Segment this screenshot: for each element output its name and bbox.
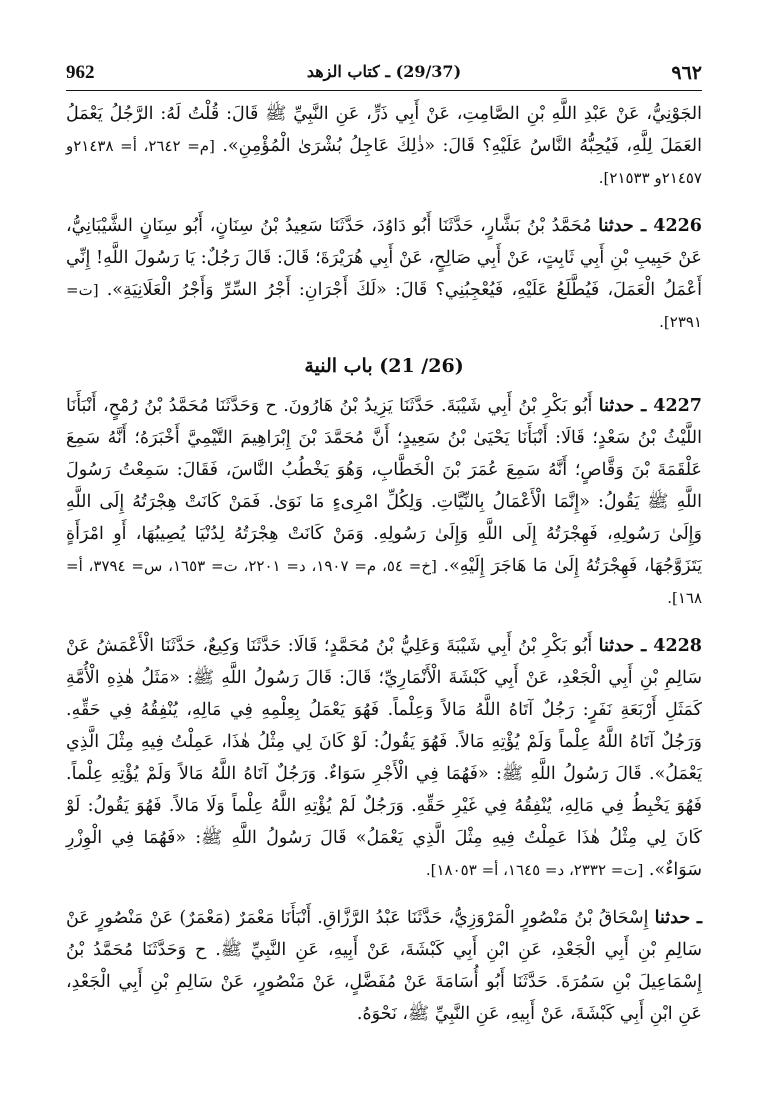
hadith-number: 4228 ـ حدثنا (598, 636, 702, 656)
hadith-number: ـ حدثنا (654, 908, 702, 928)
hadith-4226: 4226 ـ حدثنا مُحَمَّدُ بْنُ بَشَّارٍ، حَدَّثَنَا أَبُو دَاوُدَ، حَدَّثَنَا سَعِيدُ بْنُ سِنَانٍ، أَبُو سِنَانٍ الشَّيْبَانِيُّ، عَنْ حَبِيبِ بْنِ أَبِي ثَابِتٍ، عَنْ أَبِي صَالِحٍ، عَنْ أَبِي هُرَيْرَةَ؛ قَالَ: قَالَ رَجُلٌ: يَا رَسُولَ اللَّهِ! إِنِّي أَعْمَلُ الْعَمَلَ، فَيُطَّلَعُ عَلَيْهِ، فَيُعْجِبُنِي؟ قَالَ: «لَكَ أَجْرَانِ: أَجْرُ السِّرِّ وَأَجْرُ الْعَلَانِيَةِ». [ت= ٢٣٩١]. (66, 216, 702, 331)
chapter-title: (26/ 21) باب النية (304, 355, 464, 377)
hadith-number: 4226 ـ حدثنا (598, 216, 702, 236)
page-number-arabic: ٩٦٢ (671, 62, 702, 84)
reference: [خ= ٥٤، م= ١٩٠٧، د= ٢٢٠١، ت= ١٦٥٣، س= ٣٧٩٤، أ= ١٦٨]. (66, 557, 702, 607)
hadith-4228-chain: ـ حدثنا إِسْحَاقُ بْنُ مَنْصُورٍ الْمَرْوَزِيُّ، حَدَّثَنَا عَبْدُ الرَّزَّاقِ. أَنْبَأَنَا مَعْمَرٌ (مَعْمَرٌ) عَنْ مَنْصُورٍ عَنْ سَالِمِ بْنِ أَبِي الْجَعْدِ، عَنِ ابْنِ أَبِي كَبْشَةَ، عَنْ أَبِيهِ، عَنِ النَّبِيِّ ﷺ. ح وَحَدَّثَنَا مُحَمَّدُ بْنُ إِسْمَاعِيلَ بْنِ سَمُرَةَ. حَدَّثَنَا أَبُو أُسَامَةَ عَنْ مُفَضَّلٍ، عَنْ مَنْصُورٍ، عَنْ سَالِمِ بْنِ أَبِي الْجَعْدِ، عَنِ ابْنِ أَبِي كَبْشَةَ، عَنْ أَبِيهِ، عَنِ النَّبِيِّ ﷺ، نَحْوَهُ. (66, 908, 702, 1024)
reference: [ت= ٢٣٣٢، د= ١٦٤٥، أ= ١٨٠٥٣]. (425, 861, 644, 879)
hadith-4227: 4227 ـ حدثنا أَبُو بَكْرِ بْنُ أَبِي شَيْبَةَ. حَدَّثَنَا يَزِيدُ بْنُ هَارُونَ. ح وَحَدَّثَنَا مُحَمَّدُ بْنُ رُمْحٍ، أَنْبَأَنَا اللَّيْثُ بْنُ سَعْدٍ؛ قَالَا: أَنْبَأَنَا يَحْيَىٰ بْنُ سَعِيدٍ؛ أَنَّ مُحَمَّدَ بْنَ إِبْرَاهِيمَ التَّيْمِيَّ أَخْبَرَهُ؛ أَنَّهُ سَمِعَ عَلْقَمَةَ بْنَ وَقَّاصٍ؛ أَنَّهُ سَمِعَ عُمَرَ بْنَ الْخَطَّابِ، وَهُوَ يَخْطُبُ النَّاسَ، فَقَالَ: سَمِعْتُ رَسُولَ اللَّهِ ﷺ يَقُولُ: «إِنَّمَا الْأَعْمَالُ بِالنِّيَّاتِ. وَلِكُلِّ امْرِىءٍ مَا نَوَىٰ. فَمَنْ كَانَتْ هِجْرَتُهُ إِلَى اللَّهِ وَإِلَىٰ رَسُولِهِ، فَهِجْرَتُهُ إِلَى اللَّهِ وَإِلَىٰ رَسُولِهِ. وَمَنْ كَانَتْ هِجْرَتُهُ لِدُنْيَا يُصِيبُهَا، أَوِ امْرَأَةٍ يَتَزَوَّجُهَا، فَهِجْرَتُهُ إِلَىٰ مَا هَاجَرَ إِلَيْهِ». [خ= ٥٤، م= ١٩٠٧، د= ٢٢٠١، ت= ١٦٥٣، س= ٣٧٩٤، أ= ١٦٨]. (66, 396, 702, 607)
reference: [ت= ٢٣٩١]. (66, 281, 702, 331)
header-rule (66, 90, 702, 91)
spacer (66, 614, 702, 630)
page-number-latin: 962 (66, 62, 95, 83)
hadith-4225-end: الجَوْنِيُّ، عَنْ عَبْدِ اللَّهِ بْنِ الصَّامِتِ، عَنْ أَبِي ذَرٍّ، عَنِ النَّبِيِّ ﷺ قَالَ: قُلْتُ لَهُ: الرَّجُلُ يَعْمَلُ العَمَلَ لِلَّهِ، فَيُحِبُّهُ النَّاسُ عَلَيْهِ؟ قَالَ: «ذٰلِكَ عَاجِلُ بُشْرَىٰ الْمُؤْمِنِ». [م= ٢٦٤٢، أ= ٢١٤٣٨و ٢١٤٥٧و ٢١٥٣٣]. (66, 104, 702, 187)
hadith-number: 4227 ـ حدثنا (598, 396, 702, 416)
running-title: (29/37) ـ كتاب الزهد (306, 62, 462, 81)
hadith-4228: 4228 ـ حدثنا أَبُو بَكْرِ بْنُ أَبِي شَيْبَةَ وَعَلِيُّ بْنُ مُحَمَّدٍ؛ قَالَا: حَدَّثَنَا وَكِيعٌ، حَدَّثَنَا الْأَعْمَشُ عَنْ سَالِمِ بْنِ أَبِي الْجَعْدِ، عَنْ أَبِي كَبْشَةَ الْأَنْمَارِيِّ؛ قَالَ: قَالَ رَسُولُ اللَّهِ ﷺ: «مَثَلُ هٰذِهِ الْأُمَّةِ كَمَثَلِ أَرْبَعَةِ نَفَرٍ: رَجُلٌ آتَاهُ اللَّهُ مَالاً وَعِلْماً. فَهُوَ يَعْمَلُ بِعِلْمِهِ فِي مَالِهِ، يُنْفِقُهُ فِي حَقِّهِ. وَرَجُلٌ آتَاهُ اللَّهُ عِلْماً وَلَمْ يُؤْتِهِ مَالاً. فَهُوَ يَقُولُ: لَوْ كَانَ لِي مِثْلُ هٰذَا، عَمِلْتُ فِيهِ مِثْلَ الَّذِي يَعْمَلُ». قَالَ رَسُولُ اللَّهِ ﷺ: «فَهُمَا فِي الْأَجْرِ سَوَاءٌ. وَرَجُلٌ آتَاهُ اللَّهُ مَالاً وَلَمْ يُؤْتِهِ عِلْماً. فَهُوَ يَخْبِطُ فِي مَالِهِ، يُنْفِقُهُ فِي غَيْرِ حَقِّهِ. وَرَجُلٌ لَمْ يُؤْتِهِ اللَّهُ عِلْماً وَلَا مَالاً. فَهُوَ يَقُولُ: لَوْ كَانَ لِي مِثْلُ هٰذَا عَمِلْتُ فِيهِ مِثْلَ الَّذِي يَعْمَلُ» قَالَ رَسُولُ اللَّهِ ﷺ: «فَهُمَا فِي الْوِزْرِ سَوَاءٌ». [ت= ٢٣٣٢، د= ١٦٤٥، أ= ١٨٠٥٣]. (66, 636, 703, 880)
page-body (66, 98, 702, 1030)
page-header (66, 62, 702, 88)
spacer (66, 194, 702, 210)
spacer (66, 886, 702, 902)
reference: [م= ٢٦٤٢، أ= ٢١٤٣٨و ٢١٤٥٧و ٢١٥٣٣]. (66, 137, 702, 187)
